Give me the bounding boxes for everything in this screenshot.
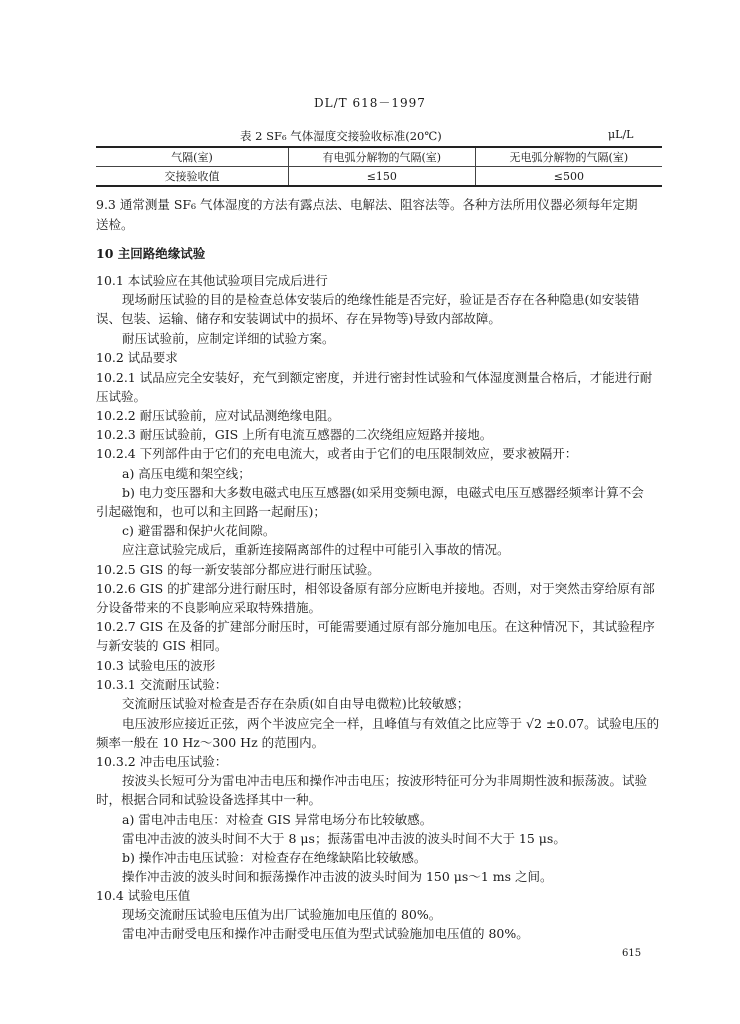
clause-10-2-1: 10.2.1 试品应完全安装好，充气到额定密度，并进行密封性试验和气体湿度测量合格后，才能进行耐 xyxy=(96,370,653,385)
text-line: 现场耐压试验的目的是检查总体安装后的绝缘性能是否完好，验证是否存在各种隐患(如安装错 xyxy=(122,292,640,307)
section-10-heading: 10 主回路绝缘试验 xyxy=(96,246,206,261)
text-line: 雷电冲击波的波头时间不大于 8 μs；振荡雷电冲击波的波头时间不大于 15 μs。 xyxy=(122,831,566,846)
text-line: 时，根据合同和试验设备选择其中一种。 xyxy=(96,792,322,807)
clause-10-3: 10.3 试验电压的波形 xyxy=(96,658,216,673)
table-header-cell: 无电弧分解物的气隔(室) xyxy=(475,147,662,167)
text-line: 雷电冲击耐受电压和操作冲击耐受电压值为型式试验施加电压值的 80%。 xyxy=(122,926,529,941)
table-header-row xyxy=(96,147,662,167)
text-line: 现场交流耐压试验电压值为出厂试验施加电压值的 80%。 xyxy=(122,907,442,922)
text-line: 耐压试验前，应制定详细的试验方案。 xyxy=(122,331,335,346)
list-item: b) 操作冲击电压试验：对检查存在绝缘缺陷比较敏感。 xyxy=(122,850,427,865)
table-caption: 表 2 SF₆ 气体湿度交接验收标准(20℃) xyxy=(240,129,442,143)
list-item: a) 高压电缆和架空线； xyxy=(122,466,251,481)
text-line: 分设备带来的不良影响应采取特殊措施。 xyxy=(96,600,322,615)
text-line: 误、包装、运输、储存和安装调试中的损坏、存在异物等)导致内部故障。 xyxy=(96,311,501,326)
table-header-cell: 有电弧分解物的气隔(室) xyxy=(288,147,475,167)
table-cell: 交接验收值 xyxy=(96,167,288,187)
table-header-cell: 气隔(室) xyxy=(96,147,288,167)
clause-9-3: 9.3 通常测量 SF₆ 气体湿度的方法有露点法、电解法、阻容法等。各种方法所用仪器必须每年定期 xyxy=(96,197,638,212)
table-cell: ≤500 xyxy=(475,167,662,187)
text-line: 引起磁饱和，也可以和主回路一起耐压)； xyxy=(96,504,326,519)
clause-10-4: 10.4 试验电压值 xyxy=(96,888,191,903)
clause-10-3-1: 10.3.1 交流耐压试验： xyxy=(96,677,228,692)
list-item: b) 电力变压器和大多数电磁式电压互感器(如采用变频电源，电磁式电压互感器经频率计算不会 xyxy=(122,485,644,500)
text-line: 压试验。 xyxy=(96,389,147,404)
text-line: 按波头长短可分为雷电冲击电压和操作冲击电压；按波形特征可分为非周期性波和振荡波。试验 xyxy=(122,773,648,788)
clause-10-1: 10.1 本试验应在其他试验项目完成后进行 xyxy=(96,273,328,288)
list-item: a) 雷电冲击电压：对检查 GIS 异常电场分布比较敏感。 xyxy=(122,812,433,827)
page-number: 615 xyxy=(622,948,642,959)
clause-10-3-2: 10.3.2 冲击电压试验： xyxy=(96,754,228,769)
clause-10-2-2: 10.2.2 耐压试验前，应对试品测绝缘电阻。 xyxy=(96,408,340,423)
table-row xyxy=(96,167,662,187)
text-line: 交流耐压试验对检查是否存在杂质(如自由导电微粒)比较敏感； xyxy=(122,696,470,711)
text-line: 电压波形应接近正弦，两个半波应完全一样，且峰值与有效值之比应等于 √2 ±0.07。试验电压的 xyxy=(122,716,660,731)
text-line: 送检。 xyxy=(96,217,134,232)
table-unit: μL/L xyxy=(608,128,634,141)
running-header: DL/T 618－1997 xyxy=(314,96,426,110)
clause-10-2-7: 10.2.7 GIS 在及备的扩建部分耐压时，可能需要通过原有部分施加电压。在这种情况下，其试验程序 xyxy=(96,619,655,634)
clause-10-2-5: 10.2.5 GIS 的每一新安装部分都应进行耐压试验。 xyxy=(96,562,380,577)
clause-10-2: 10.2 试品要求 xyxy=(96,350,178,365)
clause-10-2-6: 10.2.6 GIS 的扩建部分进行耐压时，相邻设备原有部分应断电并接地。否则，对于突然击穿给原有部 xyxy=(96,581,655,596)
text-line: 频率一般在 10 Hz～300 Hz 的范围内。 xyxy=(96,735,325,750)
clause-10-2-3: 10.2.3 耐压试验前，GIS 上所有电流互感器的二次绕组应短路并接地。 xyxy=(96,427,493,442)
clause-10-2-4: 10.2.4 下列部件由于它们的充电电流大，或者由于它们的电压限制效应，要求被隔开： xyxy=(96,446,578,461)
sf6-humidity-table xyxy=(96,146,662,187)
list-item: c) 避雷器和保护火花间隙。 xyxy=(122,523,276,538)
table-cell: ≤150 xyxy=(288,167,475,187)
text-line: 应注意试验完成后，重新连接隔离部件的过程中可能引入事故的情况。 xyxy=(122,542,510,557)
text-line: 与新安装的 GIS 相同。 xyxy=(96,638,228,653)
text-line: 操作冲击波的波头时间和振荡操作冲击波的波头时间为 150 μs～1 ms 之间。 xyxy=(122,869,553,884)
